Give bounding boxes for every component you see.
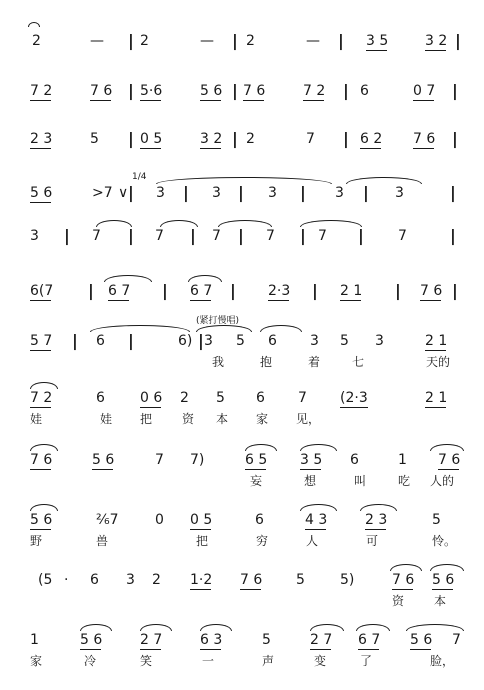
barline: | bbox=[452, 281, 458, 300]
note: 6 7 bbox=[108, 283, 131, 299]
barline: | bbox=[128, 331, 134, 350]
lyric-syllable: 本 bbox=[434, 594, 447, 608]
beam-underline bbox=[438, 469, 459, 470]
slur-mark bbox=[196, 325, 252, 332]
note: 6 7 bbox=[190, 283, 213, 299]
slur-mark bbox=[30, 382, 58, 389]
beam-underline bbox=[425, 50, 446, 51]
slur-mark bbox=[218, 220, 272, 227]
lyric-syllable: 脸， bbox=[430, 654, 455, 668]
lyric-syllable: 我 bbox=[212, 355, 225, 369]
beam-underline bbox=[140, 100, 161, 101]
barline: | bbox=[183, 183, 189, 202]
note: 2 bbox=[140, 33, 149, 49]
note: 6) bbox=[178, 333, 193, 349]
note: (5 bbox=[38, 572, 53, 588]
note: 0 7 bbox=[413, 83, 436, 99]
slur-mark bbox=[80, 624, 112, 631]
note: 7 6 bbox=[438, 452, 461, 468]
note: 2 3 bbox=[365, 512, 388, 528]
beam-underline bbox=[140, 649, 161, 650]
beam-underline bbox=[360, 148, 381, 149]
score-row bbox=[0, 228, 484, 278]
lyric-syllable: 人 bbox=[306, 534, 319, 548]
beam-underline bbox=[200, 649, 221, 650]
note: — bbox=[200, 33, 214, 49]
lyric-syllable: 吃 bbox=[398, 474, 411, 488]
barline: | bbox=[238, 226, 244, 245]
note: 7 bbox=[212, 228, 221, 244]
lyric-syllable: 抱 bbox=[260, 355, 273, 369]
tempo-fraction-label: 1/4 bbox=[132, 172, 147, 182]
lyric-syllable: 着 bbox=[308, 355, 321, 369]
note: 6 bbox=[360, 83, 369, 99]
barline: | bbox=[452, 81, 458, 100]
note: — bbox=[306, 33, 320, 49]
note: 7 6 bbox=[413, 131, 436, 147]
lyric-syllable: 怜。 bbox=[432, 534, 457, 548]
lyric-syllable: 一 bbox=[202, 654, 215, 668]
note: 0 5 bbox=[190, 512, 213, 528]
barline: | bbox=[455, 31, 461, 50]
beam-underline bbox=[30, 529, 51, 530]
note: 3 2 bbox=[425, 33, 448, 49]
beam-underline bbox=[432, 589, 453, 590]
beam-underline bbox=[140, 148, 161, 149]
note: 3 bbox=[268, 185, 277, 201]
barline: | bbox=[300, 183, 306, 202]
beam-underline bbox=[340, 300, 361, 301]
score-row bbox=[0, 333, 484, 383]
slur-mark bbox=[200, 624, 232, 631]
note: 7 bbox=[298, 390, 307, 406]
slur-mark bbox=[360, 504, 397, 511]
note: 3 bbox=[126, 572, 135, 588]
note: 6 bbox=[268, 333, 277, 349]
barline: | bbox=[343, 129, 349, 148]
note: 7 6 bbox=[30, 452, 53, 468]
note: 7 6 bbox=[90, 83, 113, 99]
note: 5 6 bbox=[80, 632, 103, 648]
lyric-syllable: 娃 bbox=[30, 412, 43, 426]
slur-mark bbox=[96, 220, 132, 227]
beam-underline bbox=[200, 148, 221, 149]
note: 2 bbox=[180, 390, 189, 406]
barline: | bbox=[395, 281, 401, 300]
note: >7 bbox=[92, 185, 113, 201]
note: 2 1 bbox=[425, 390, 448, 406]
note: 2 bbox=[246, 33, 255, 49]
slur-mark bbox=[406, 624, 464, 631]
slur-mark bbox=[104, 275, 152, 282]
beam-underline bbox=[140, 407, 161, 408]
note: 7 bbox=[318, 228, 327, 244]
note: 7 bbox=[306, 131, 315, 147]
note: 7 2 bbox=[30, 83, 53, 99]
lyric-syllable: 野 bbox=[30, 534, 43, 548]
slur-mark bbox=[260, 325, 302, 332]
note: 7) bbox=[190, 452, 205, 468]
lyric-syllable: 见， bbox=[296, 412, 321, 426]
score-row bbox=[0, 512, 484, 562]
note: 7 bbox=[92, 228, 101, 244]
barline: | bbox=[358, 226, 364, 245]
note: 3 bbox=[310, 333, 319, 349]
note: 5 bbox=[296, 572, 305, 588]
lyric-syllable: 冷 bbox=[84, 654, 97, 668]
score-row bbox=[0, 390, 484, 440]
barline: | bbox=[312, 281, 318, 300]
note: 5 6 bbox=[30, 185, 53, 201]
note: 5 bbox=[432, 512, 441, 528]
note: 2 1 bbox=[340, 283, 363, 299]
note: 7 bbox=[266, 228, 275, 244]
note: 7 6 bbox=[243, 83, 266, 99]
slur-mark bbox=[156, 177, 332, 184]
barline: | bbox=[450, 183, 456, 202]
slur-mark bbox=[430, 564, 464, 571]
barline: | bbox=[300, 226, 306, 245]
note: ∨ bbox=[118, 185, 129, 201]
slur-mark bbox=[300, 444, 337, 451]
beam-underline bbox=[245, 469, 266, 470]
note: ²⁄₆7 bbox=[96, 512, 119, 528]
beam-underline bbox=[413, 148, 434, 149]
note: 6(7 bbox=[30, 283, 54, 299]
note: 2·3 bbox=[268, 283, 291, 299]
note: 5 6 bbox=[410, 632, 433, 648]
note: 2 7 bbox=[140, 632, 163, 648]
barline: | bbox=[128, 31, 134, 50]
beam-underline bbox=[80, 649, 101, 650]
note: 7 bbox=[155, 452, 164, 468]
slur-mark bbox=[300, 504, 337, 511]
beam-underline bbox=[303, 100, 324, 101]
beam-underline bbox=[305, 529, 326, 530]
slur-mark bbox=[30, 444, 58, 451]
note: 5 bbox=[90, 131, 99, 147]
lyric-syllable: 想 bbox=[304, 474, 317, 488]
lyric-syllable: 七 bbox=[352, 355, 365, 369]
beam-underline bbox=[300, 469, 321, 470]
note: 7 bbox=[452, 632, 461, 648]
beam-underline bbox=[30, 100, 51, 101]
barline: | bbox=[230, 281, 236, 300]
beam-underline bbox=[243, 100, 264, 101]
slur-mark bbox=[390, 564, 422, 571]
beam-underline bbox=[240, 589, 261, 590]
lyric-syllable: 把 bbox=[196, 534, 209, 548]
lyric-syllable: 娃 bbox=[100, 412, 113, 426]
performance-direction-label: (紧打慢唱) bbox=[196, 316, 240, 326]
lyric-syllable: 声 bbox=[262, 654, 275, 668]
note: 5 7 bbox=[30, 333, 53, 349]
lyric-syllable: 家 bbox=[30, 654, 43, 668]
barline: | bbox=[198, 331, 204, 350]
note: 6 7 bbox=[358, 632, 381, 648]
lyric-syllable: 变 bbox=[314, 654, 327, 668]
beam-underline bbox=[30, 300, 51, 301]
barline: | bbox=[452, 129, 458, 148]
slur-mark bbox=[300, 220, 362, 227]
lyric-syllable: 把 bbox=[140, 412, 153, 426]
barline: | bbox=[450, 226, 456, 245]
score-row bbox=[0, 83, 484, 133]
beam-underline bbox=[108, 300, 129, 301]
note: 6 3 bbox=[200, 632, 223, 648]
beam-underline bbox=[268, 300, 289, 301]
note: 5 bbox=[262, 632, 271, 648]
note: 7 bbox=[398, 228, 407, 244]
note: 2 bbox=[32, 33, 41, 49]
note: 6 bbox=[255, 512, 264, 528]
note: 3 bbox=[30, 228, 39, 244]
note: 3 bbox=[395, 185, 404, 201]
lyric-syllable: 叫 bbox=[354, 474, 367, 488]
beam-underline bbox=[30, 407, 51, 408]
beam-underline bbox=[366, 50, 387, 51]
note: (2·3 bbox=[340, 390, 368, 406]
slur-mark bbox=[160, 220, 198, 227]
slur-mark bbox=[356, 624, 390, 631]
note: 3 5 bbox=[366, 33, 389, 49]
slur-mark bbox=[346, 177, 422, 184]
slur-mark bbox=[188, 275, 222, 282]
barline: | bbox=[190, 226, 196, 245]
note: 1 bbox=[398, 452, 407, 468]
note: 5·6 bbox=[140, 83, 163, 99]
beam-underline bbox=[92, 469, 113, 470]
beam-underline bbox=[392, 589, 413, 590]
lyric-syllable: 了 bbox=[360, 654, 373, 668]
note: 6 bbox=[256, 390, 265, 406]
note: 2 bbox=[246, 131, 255, 147]
score-row bbox=[0, 131, 484, 181]
note: 3 2 bbox=[200, 131, 223, 147]
slur-mark bbox=[430, 444, 464, 451]
beam-underline bbox=[410, 649, 431, 650]
beam-underline bbox=[90, 100, 111, 101]
lyric-syllable: 兽 bbox=[96, 534, 109, 548]
note: 1 bbox=[30, 632, 39, 648]
note: 3 bbox=[204, 333, 213, 349]
lyric-syllable: 本 bbox=[216, 412, 229, 426]
barline: | bbox=[363, 183, 369, 202]
lyric-syllable: 妄 bbox=[250, 474, 263, 488]
lyric-syllable: 笑 bbox=[140, 654, 153, 668]
lyric-syllable: 天的 bbox=[426, 355, 451, 369]
note: 2 bbox=[152, 572, 161, 588]
score-row bbox=[0, 283, 484, 333]
beam-underline bbox=[425, 350, 446, 351]
barline: | bbox=[128, 81, 134, 100]
barline: | bbox=[162, 281, 168, 300]
barline: | bbox=[238, 183, 244, 202]
lyric-syllable: 资 bbox=[182, 412, 195, 426]
beam-underline bbox=[340, 407, 368, 408]
beam-underline bbox=[30, 148, 51, 149]
barline: | bbox=[72, 331, 78, 350]
score-row bbox=[0, 572, 484, 622]
note: 3 bbox=[375, 333, 384, 349]
barline: | bbox=[343, 81, 349, 100]
beam-underline bbox=[420, 300, 441, 301]
note: 7 6 bbox=[392, 572, 415, 588]
note: 4 3 bbox=[305, 512, 328, 528]
note: 5 bbox=[236, 333, 245, 349]
barline: | bbox=[128, 183, 134, 202]
note: 7 2 bbox=[303, 83, 326, 99]
note: 6 bbox=[96, 333, 105, 349]
beam-underline bbox=[30, 202, 51, 203]
barline: | bbox=[232, 129, 238, 148]
slur-mark bbox=[310, 624, 344, 631]
note: 6 2 bbox=[360, 131, 383, 147]
note: 5 bbox=[340, 333, 349, 349]
note: 3 bbox=[156, 185, 165, 201]
barline: | bbox=[88, 281, 94, 300]
beam-underline bbox=[30, 350, 51, 351]
note: 0 bbox=[155, 512, 164, 528]
note: 7 6 bbox=[240, 572, 263, 588]
score-row bbox=[0, 632, 484, 682]
note: 3 5 bbox=[300, 452, 323, 468]
slur-mark bbox=[30, 504, 58, 511]
note: 2 3 bbox=[30, 131, 53, 147]
slur-mark bbox=[140, 624, 172, 631]
note: 2 7 bbox=[310, 632, 333, 648]
lyric-syllable: 资 bbox=[392, 594, 405, 608]
lyric-syllable: 人的 bbox=[430, 474, 455, 488]
note: 5 6 bbox=[92, 452, 115, 468]
note: 6 bbox=[350, 452, 359, 468]
barline: | bbox=[232, 81, 238, 100]
beam-underline bbox=[358, 649, 379, 650]
slur-mark bbox=[245, 444, 277, 451]
lyric-syllable: 穷 bbox=[256, 534, 269, 548]
beam-underline bbox=[30, 469, 51, 470]
note: 3 bbox=[335, 185, 344, 201]
note: 5 6 bbox=[200, 83, 223, 99]
note: 0 6 bbox=[140, 390, 163, 406]
note: 3 bbox=[212, 185, 221, 201]
note: 5 6 bbox=[432, 572, 455, 588]
beam-underline bbox=[190, 300, 211, 301]
note: · bbox=[64, 572, 69, 588]
barline: | bbox=[128, 226, 134, 245]
lyric-syllable: 家 bbox=[256, 412, 269, 426]
beam-underline bbox=[310, 649, 331, 650]
note: 7 2 bbox=[30, 390, 53, 406]
note: 5 bbox=[216, 390, 225, 406]
note: 2 1 bbox=[425, 333, 448, 349]
lyric-syllable: 可 bbox=[366, 534, 379, 548]
note: 6 bbox=[90, 572, 99, 588]
note: 7 bbox=[155, 228, 164, 244]
note: 0 5 bbox=[140, 131, 163, 147]
beam-underline bbox=[190, 589, 211, 590]
beam-underline bbox=[413, 100, 434, 101]
slur-mark bbox=[90, 325, 190, 332]
beam-underline bbox=[365, 529, 386, 530]
beam-underline bbox=[200, 100, 221, 101]
score-row bbox=[0, 452, 484, 502]
score-row bbox=[0, 33, 484, 83]
beam-underline bbox=[425, 407, 446, 408]
phrase-start-bracket bbox=[28, 22, 40, 27]
note: 5 6 bbox=[30, 512, 53, 528]
note: — bbox=[90, 33, 104, 49]
barline: | bbox=[338, 31, 344, 50]
note: 6 5 bbox=[245, 452, 268, 468]
note: 5) bbox=[340, 572, 355, 588]
barline: | bbox=[128, 129, 134, 148]
note: 6 bbox=[96, 390, 105, 406]
barline: | bbox=[64, 226, 70, 245]
note: 7 6 bbox=[420, 283, 443, 299]
note: 1·2 bbox=[190, 572, 213, 588]
barline: | bbox=[232, 31, 238, 50]
beam-underline bbox=[190, 529, 211, 530]
